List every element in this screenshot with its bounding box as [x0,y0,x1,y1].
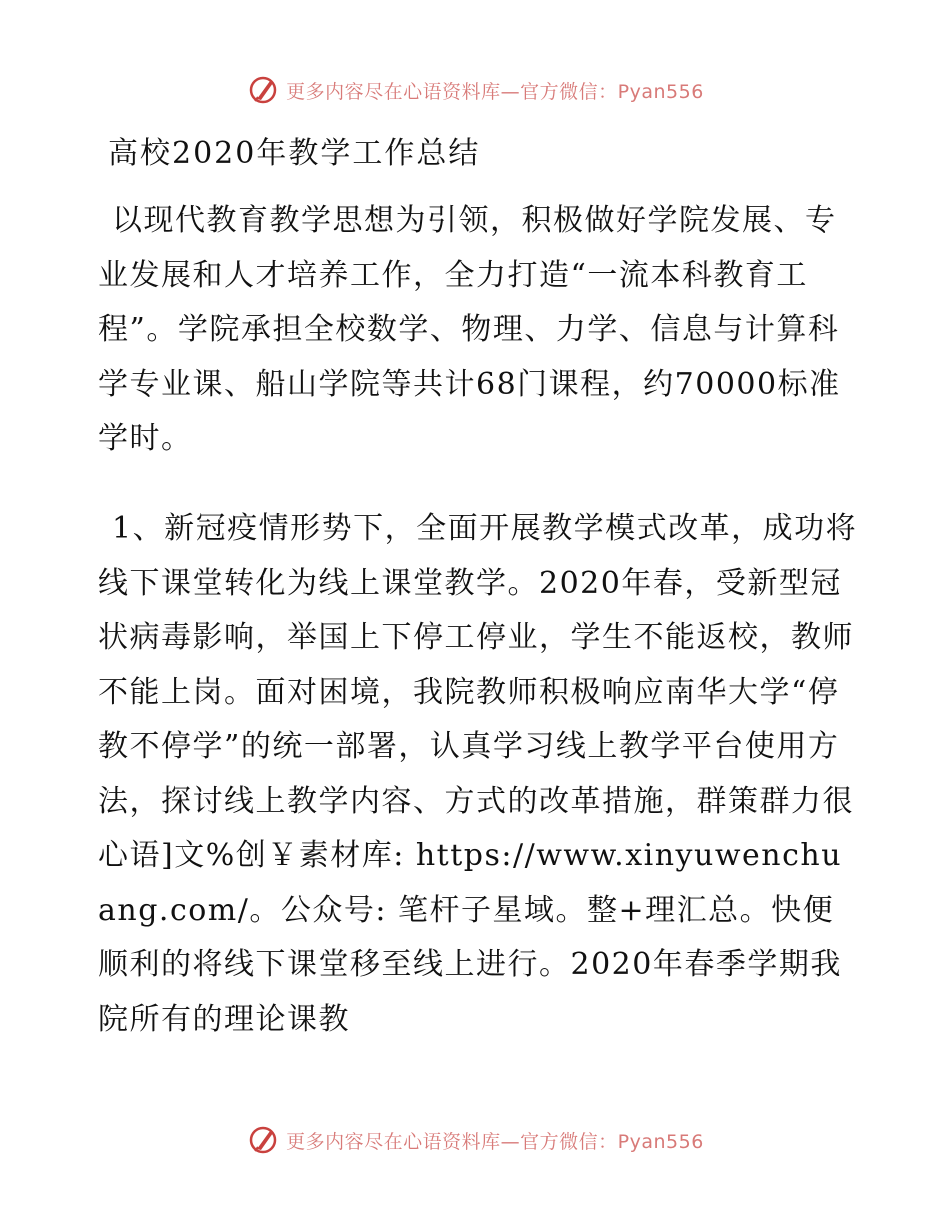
header-banner-content [246,73,704,107]
quill-pen-logo-icon [246,73,280,107]
header-banner [0,70,950,110]
paragraph-intro: 以现代教育教学思想为引领，积极做好学院发展、专业发展和人才培养工作，全力打造“一流本科教育工程”。学院承担全校数学、物理、力学、信息与计算科学专业课、船山学院等共计68门课程，约70000标准学时。 [98,203,841,456]
paragraph-section-1: 1、新冠疫情形势下，全面开展教学模式改革，成功将线下课堂转化为线上课堂教学。2020年春，受新型冠状病毒影响，举国上下停工停业，学生不能返校，教师不能上岗。面对困境，我院教师积极响应南华大学“停教不停学”的统一部署，认真学习线上教学平台使用方法，探讨线上教学内容、方式的改革措施，群策群力很心语]文%创￥素材库: https://www.xinyuwenchuang.com/。公众号: 笔杆子星域。整+理汇总。快便顺利的将线下课堂移至线上进行。2020年春季学期我院所有的理论课教 [98,511,858,1037]
quill-pen-logo-icon [246,1123,280,1157]
footer-banner-content [246,1123,704,1157]
document-title: 高校2020年教学工作总结 [108,136,481,171]
footer-banner [0,1120,950,1160]
footer-banner-text: 更多内容尽在心语资料库—官方微信：Pyan556 [286,1130,704,1153]
header-banner-text: 更多内容尽在心语资料库—官方微信：Pyan556 [286,80,704,103]
